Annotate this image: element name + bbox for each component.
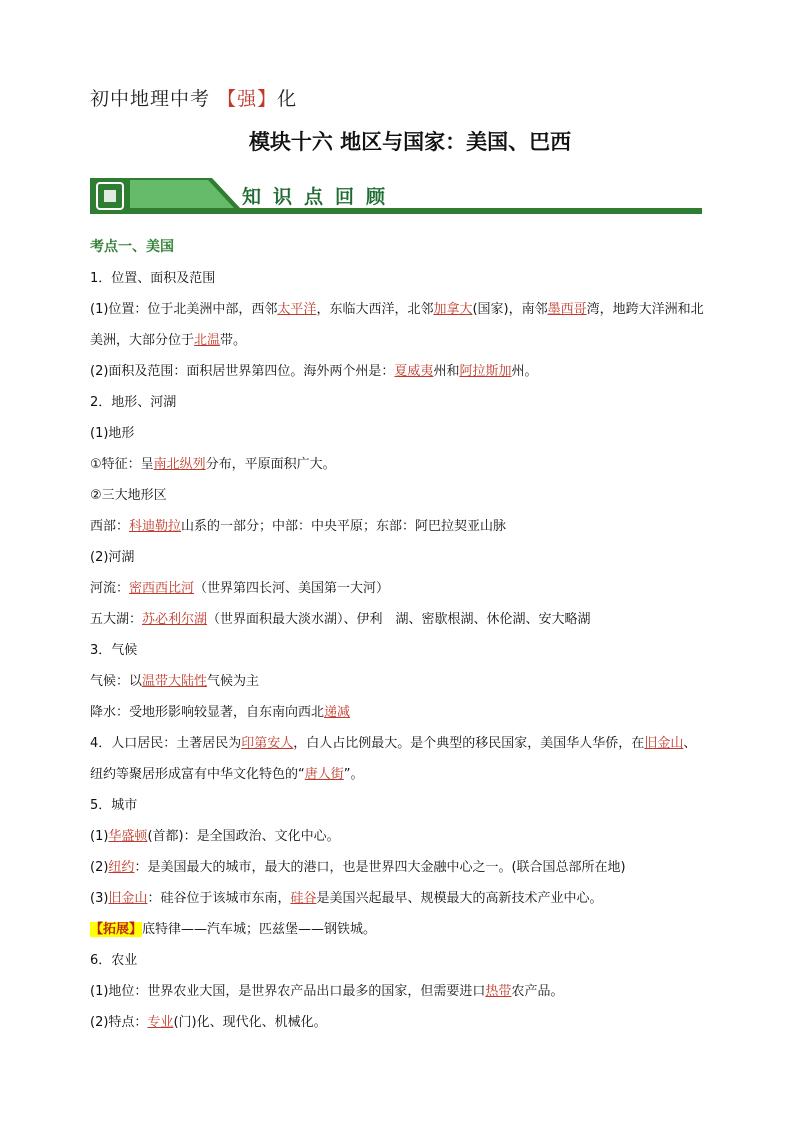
line-8: [90, 511, 704, 542]
text: ：硅谷位于该城市东南，: [147, 891, 291, 906]
line-12: 3．气候: [90, 643, 138, 658]
extension-tag: 【拓展】: [90, 922, 143, 937]
line-20: [90, 914, 704, 945]
answer-text: 北温: [194, 333, 221, 348]
line-9: (2)河湖: [90, 550, 135, 565]
text: 西部：: [90, 519, 130, 534]
text: (1)位置：位于北美洲中部，西邻: [90, 302, 278, 317]
text: 州。: [511, 364, 538, 379]
line-10: [90, 573, 704, 604]
line-1: 1．位置、面积及范围: [90, 271, 216, 286]
text: 分布，平原面积广大。: [205, 457, 336, 472]
text: 农产品。: [511, 984, 564, 999]
text: （世界第四长河、美国第一大河）: [194, 581, 390, 596]
text: 4．人口居民：土著居民为: [90, 736, 242, 751]
line-22: [90, 976, 704, 1007]
answer-text: 硅谷: [290, 891, 317, 906]
answer-text: 阿拉斯加: [459, 364, 512, 379]
text: (首都)：是全国政治、文化中心。: [147, 829, 340, 844]
line-21: 6．农业: [90, 953, 138, 968]
answer-text: 印第安人: [241, 736, 294, 751]
line-17: [90, 821, 704, 852]
line-11: [90, 604, 704, 635]
text: 五大湖：: [90, 612, 143, 627]
line-5: (1)地形: [90, 426, 135, 441]
text: ”。: [343, 767, 364, 782]
answer-text: 热带: [485, 984, 512, 999]
answer-text: 专业: [147, 1015, 174, 1030]
header-prefix: 初中地理中考: [90, 88, 211, 110]
answer-text: 墨西哥: [547, 302, 587, 317]
answer-text: 温带大陆性: [142, 674, 208, 689]
header-highlight: 【强】: [217, 88, 278, 110]
answer-text: 纽约: [108, 860, 135, 875]
banner-label: 知识点回顾: [242, 186, 398, 208]
answer-text: 夏威夷: [394, 364, 434, 379]
content-body: [90, 232, 704, 1038]
line-15: [90, 728, 704, 790]
text: (2)面积及范围：面积居世界第四位。海外两个州是：: [90, 364, 395, 379]
line-14: [90, 697, 704, 728]
line-16: 5．城市: [90, 798, 138, 813]
answer-text: 南北纵列: [153, 457, 206, 472]
answer-text: 递减: [324, 705, 351, 720]
book-icon: [96, 182, 124, 210]
answer-text: 苏必利尔湖: [142, 612, 208, 627]
line-13: [90, 666, 704, 697]
answer-text: 华盛顿: [108, 829, 148, 844]
page-title: 模块十六 地区与国家：美国、巴西: [248, 130, 572, 154]
text: (1): [90, 829, 109, 844]
line-23: [90, 1007, 704, 1038]
text: (2)特点：: [90, 1015, 148, 1030]
line-7: ②三大地形区: [90, 488, 167, 503]
answer-text: 密西西比河: [129, 581, 195, 596]
text: 河流：: [90, 581, 130, 596]
line-19: [90, 883, 704, 914]
section-heading: 考点一、美国: [90, 239, 174, 255]
answer-text: 加拿大: [433, 302, 473, 317]
text: 州和: [433, 364, 460, 379]
text: ：是美国最大的城市，最大的港口，也是世界四大金融中心之一。(联合国总部所在地): [134, 860, 626, 875]
text: (2): [90, 860, 109, 875]
line-18: [90, 852, 704, 883]
text: (国家)，南邻: [472, 302, 548, 317]
text: 山系的一部分；中部：中央平原；东部：阿巴拉契亚山脉: [181, 519, 507, 534]
line-6: [90, 449, 704, 480]
text: (1)地位：世界农业大国，是世界农产品出口最多的国家，但需要进口: [90, 984, 486, 999]
text: （世界面积最大淡水湖）、伊利 湖、密歇根湖、休伦湖、安大略湖: [207, 612, 591, 627]
answer-text: 旧金山: [644, 736, 684, 751]
text: (门)化、现代化、机械化。: [173, 1015, 327, 1030]
text: (3): [90, 891, 109, 906]
line-3: [90, 356, 704, 387]
text: 降水：受地形影响较显著，自东南向西北: [90, 705, 325, 720]
header-suffix: 化: [277, 88, 298, 110]
text: 湾，地跨大洋洲和北美洲，大部分位于: [90, 302, 704, 348]
answer-text: 科迪勒拉: [129, 519, 182, 534]
text: 带。: [220, 333, 247, 348]
text: ，东临大西洋，北邻: [316, 302, 434, 317]
text: 底特律——汽车城；匹兹堡——钢铁城。: [142, 922, 377, 937]
answer-text: 太平洋: [277, 302, 317, 317]
line-2: [90, 294, 704, 356]
text: 、纽约等聚居形成富有中华文化特色的“: [90, 736, 697, 782]
answer-text: 旧金山: [108, 891, 148, 906]
text: ，白人占比例最大。是个典型的移民国家，美国华人华侨，在: [293, 736, 645, 751]
text: 气候：以: [90, 674, 143, 689]
text: 气候为主: [207, 674, 260, 689]
document-header: [90, 84, 297, 111]
text: 是美国兴起最早、规模最大的高新技术产业中心。: [316, 891, 603, 906]
line-4: 2．地形、河湖: [90, 395, 177, 410]
section-banner: [90, 178, 702, 216]
text: ①特征：呈: [90, 457, 154, 472]
answer-text: 唐人街: [304, 767, 344, 782]
